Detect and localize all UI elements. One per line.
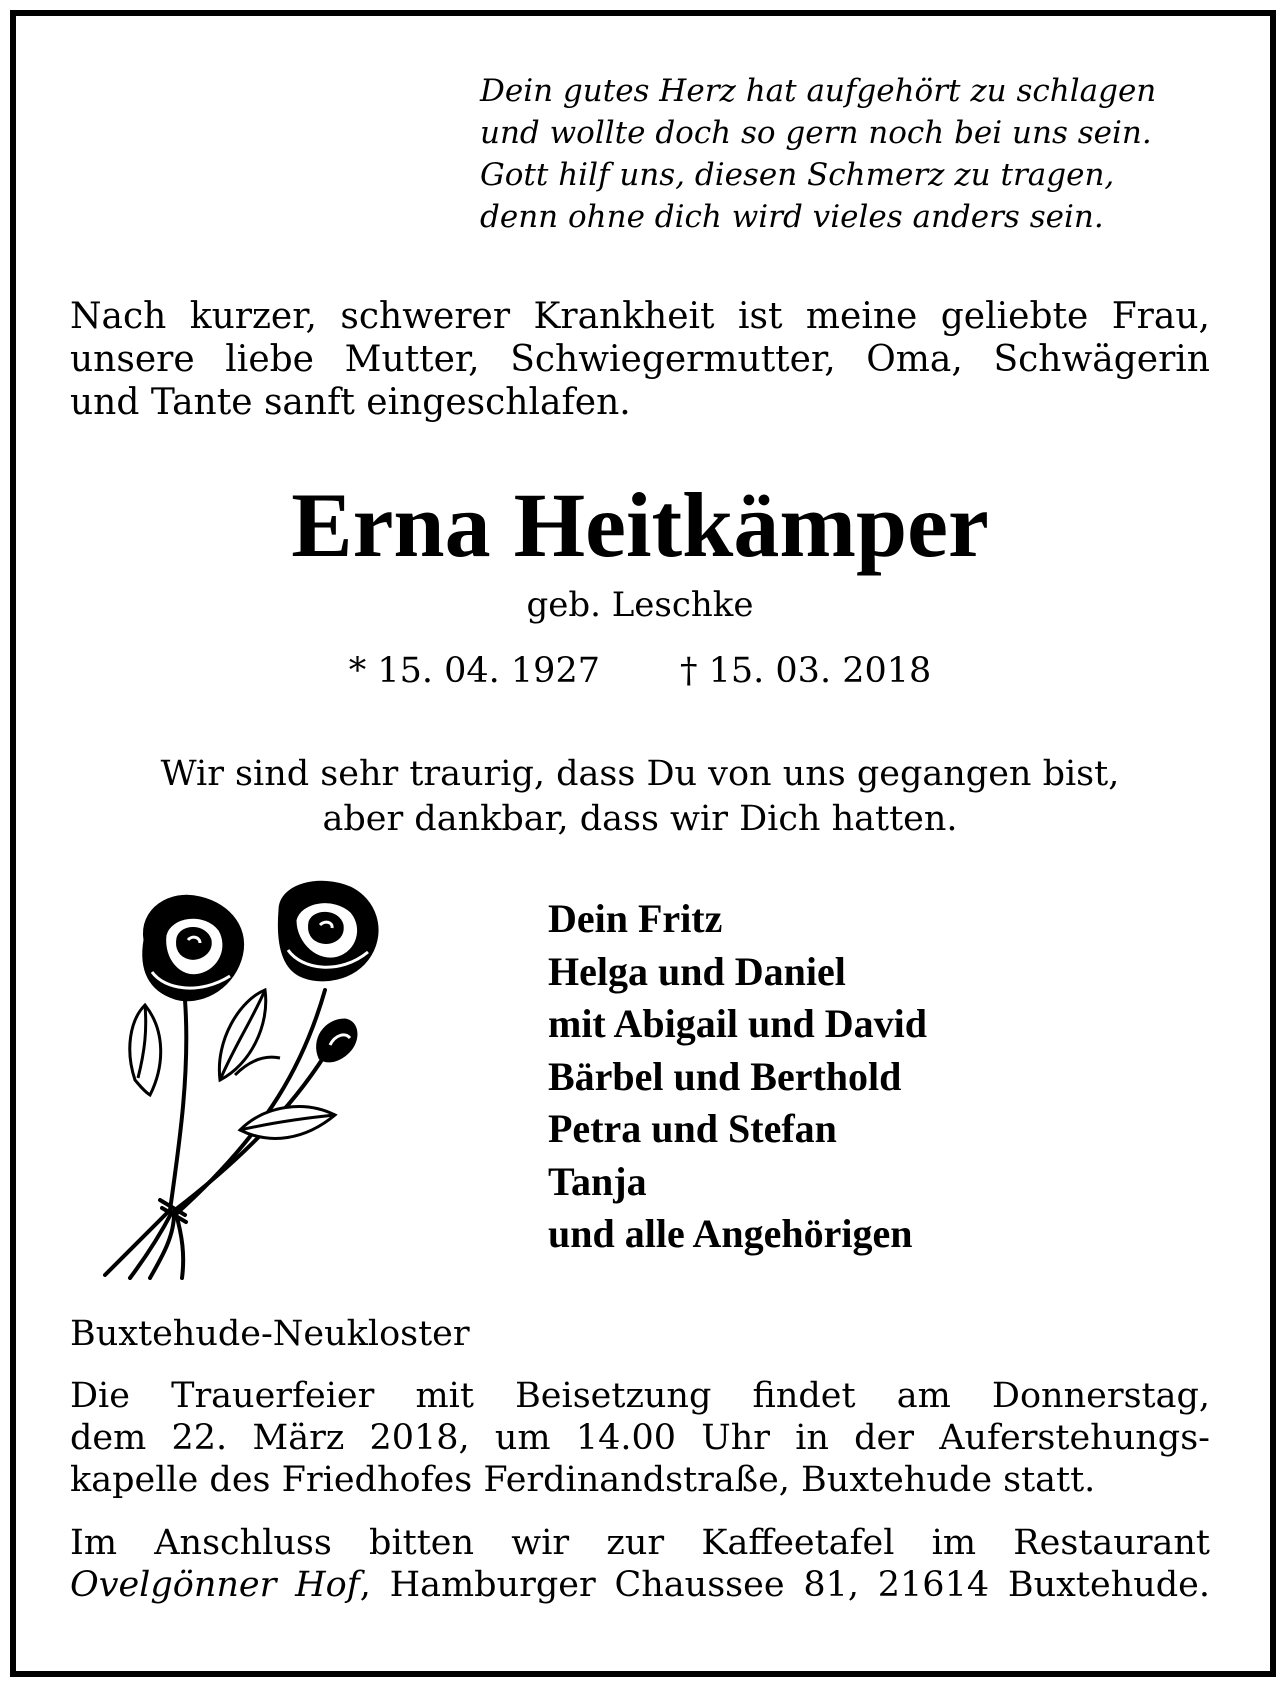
reception-line <box>70 1564 1210 1606</box>
intro-line: unsere liebe Mutter, Schwiegermutter, Oma, Schwägerin <box>70 339 1210 380</box>
intro-line: Nach kurzer, schwerer Krankheit ist meine geliebte Frau, <box>70 296 1210 337</box>
roses-icon <box>90 880 410 1280</box>
reception-text <box>70 1522 1210 1606</box>
birth-date: * 15. 04. 1927 <box>348 651 600 691</box>
family-signatures <box>548 893 1248 1261</box>
family-line: Dein Fritz <box>548 896 723 941</box>
family-line: Helga und Daniel <box>548 948 846 994</box>
ceremony-line: dem 22. März 2018, um 14.00 Uhr in der Auferstehungs- <box>70 1418 1210 1458</box>
death-date: † 15. 03. 2018 <box>680 651 932 691</box>
deceased-name: Erna Heitkämper <box>291 474 989 576</box>
family-line: Tanja <box>548 1158 647 1204</box>
sorrow-text <box>0 752 1280 842</box>
family-line: und alle Angehörigen <box>548 1211 913 1256</box>
family-line: mit Abigail und David <box>548 1001 928 1046</box>
ceremony-text <box>70 1375 1210 1501</box>
reception-line: Im Anschluss bitten wir zur Kaffeetafel im Restaurant <box>70 1523 1210 1563</box>
ceremony-line: kapelle des Friedhofes Ferdinandstraße, Buxtehude statt. <box>70 1460 1096 1500</box>
restaurant-name: Ovelgönner Hof <box>70 1565 360 1605</box>
poem <box>480 70 1220 238</box>
family-line: Bärbel und Berthold <box>548 1053 902 1099</box>
reception-address: , Hamburger Chaussee 81, 21614 Buxtehude. <box>359 1565 1210 1605</box>
sorrow-line: aber dankbar, dass wir Dich hatten. <box>322 799 958 839</box>
poem-line: Gott hilf uns, diesen Schmerz zu tragen, <box>480 157 1115 193</box>
intro-line: und Tante sanft eingeschlafen. <box>70 382 631 423</box>
maiden-name: geb. Leschke <box>526 585 754 625</box>
family-line: Petra und Stefan <box>548 1106 837 1151</box>
poem-line: und wollte doch so gern noch bei uns sein. <box>480 115 1152 151</box>
life-dates <box>0 650 1280 692</box>
sorrow-line: Wir sind sehr traurig, dass Du von uns gegangen bist, <box>160 754 1120 794</box>
intro-text <box>70 295 1210 424</box>
place-name: Buxtehude-Neukloster <box>70 1314 470 1354</box>
poem-line: Dein gutes Herz hat aufgehört zu schlagen <box>480 73 1157 109</box>
ceremony-line: Die Trauerfeier mit Beisetzung findet am Donnerstag, <box>70 1376 1210 1416</box>
poem-line: denn ohne dich wird vieles anders sein. <box>480 199 1104 235</box>
